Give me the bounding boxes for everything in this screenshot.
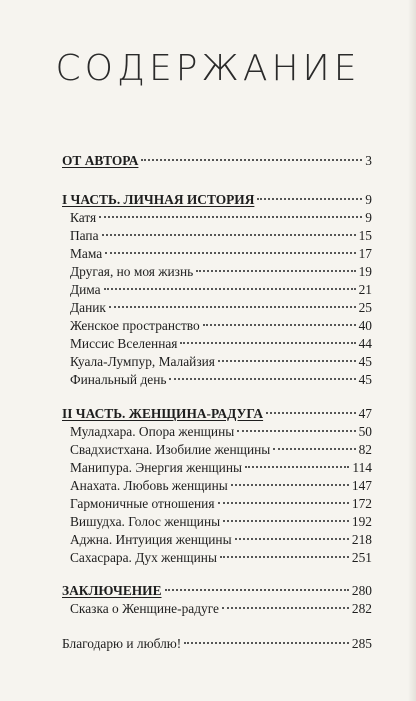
toc-entry-label: Вишудха. Голос женщины — [70, 514, 221, 529]
dot-leader — [222, 589, 349, 609]
toc-entry-page: 9 — [365, 210, 372, 225]
toc-entry[interactable] — [70, 364, 372, 387]
dot-leader — [104, 270, 356, 290]
dot-leader — [220, 538, 349, 558]
toc-entry-label: Гармоничные отношения — [70, 496, 215, 511]
dot-leader — [266, 394, 356, 414]
toc-entry-page: 25 — [358, 300, 372, 315]
dot-leader — [165, 571, 349, 591]
toc-entry-from-author[interactable] — [62, 145, 372, 168]
toc-entry-page: 251 — [351, 550, 372, 565]
dot-leader — [257, 180, 362, 200]
toc-entry-label: Женское пространство — [70, 318, 200, 333]
toc-entry-label: Папа — [70, 228, 99, 243]
dot-leader — [99, 198, 362, 218]
dot-leader — [235, 520, 349, 540]
toc-entry-page: 82 — [358, 442, 372, 457]
toc-entry-page: 147 — [351, 478, 372, 493]
toc-entry-label: Мама — [70, 246, 103, 261]
toc-entry-page: 3 — [365, 153, 372, 168]
toc-entry-label: Манипура. Энергия женщины — [70, 460, 243, 475]
toc-entry-page: 50 — [358, 424, 372, 439]
toc-entry-page: 47 — [358, 406, 372, 421]
toc-entry-label: ОТ АВТОРА — [62, 153, 139, 168]
toc-entry-page: 45 — [358, 354, 372, 369]
toc-entry-label: Дима — [70, 282, 101, 297]
toc-entry-label: Муладхара. Опора женщины — [70, 424, 235, 439]
toc-entry-label: Сахасрара. Дух женщины — [70, 550, 217, 565]
toc-entry-label: Финальный день — [70, 372, 167, 387]
toc-entry-label: Другая, но моя жизнь — [70, 264, 194, 279]
toc-entry-label: Анахата. Любовь женщины — [70, 478, 228, 493]
dot-leader — [184, 624, 349, 644]
toc-entry-page: 21 — [358, 282, 372, 297]
toc-entry-label: Катя — [70, 210, 97, 225]
toc-entry-page: 218 — [351, 532, 372, 547]
dot-leader — [223, 502, 349, 522]
toc-entry-page: 17 — [358, 246, 372, 261]
toc-entry-label: Свадхистхана. Изобилие женщины — [70, 442, 271, 457]
dot-leader — [218, 484, 349, 504]
toc-entry-page: 45 — [358, 372, 372, 387]
toc-entry-label: Благодарю и люблю! — [62, 636, 182, 651]
dot-leader — [218, 342, 356, 362]
dot-leader — [105, 234, 355, 254]
dot-leader — [102, 216, 356, 236]
dot-leader — [169, 360, 355, 380]
dot-leader — [109, 288, 356, 308]
toc-entry-page: 15 — [358, 228, 372, 243]
toc-entry-label: Даник — [70, 300, 106, 315]
dot-leader — [196, 252, 355, 272]
toc-entry-label: Миссис Вселенная — [70, 336, 178, 351]
toc-entry-page: 114 — [352, 460, 372, 475]
toc-entry-page: 285 — [351, 636, 372, 651]
toc-entry-page: 282 — [351, 601, 372, 616]
toc-entry[interactable] — [70, 593, 372, 616]
dot-leader — [273, 430, 355, 450]
toc-entry-page: 9 — [365, 192, 372, 207]
toc-entry-page: 172 — [351, 496, 372, 511]
toc-entry-label: I ЧАСТЬ. ЛИЧНАЯ ИСТОРИЯ — [62, 192, 255, 207]
toc-entry-page: 44 — [358, 336, 372, 351]
toc-entry-page: 280 — [351, 583, 372, 598]
page-title: СОДЕРЖАНИЕ — [55, 48, 361, 89]
toc-entry-page: 192 — [351, 514, 372, 529]
toc-entry[interactable] — [70, 542, 372, 565]
page-edge-shadow — [408, 0, 416, 701]
dot-leader — [231, 466, 349, 486]
toc-entry-page: 19 — [358, 264, 372, 279]
dot-leader — [180, 324, 355, 344]
toc-entry-label: Аджна. Интуиция женщины — [70, 532, 232, 547]
dot-leader — [237, 412, 355, 432]
dot-leader — [245, 448, 349, 468]
toc-entry-thanks[interactable] — [62, 628, 372, 651]
dot-leader — [203, 306, 356, 326]
dot-leader — [141, 141, 362, 161]
toc-entry-label: ЗАКЛЮЧЕНИЕ — [62, 583, 162, 598]
toc-entry-label: Куала-Лумпур, Малайзия — [70, 354, 215, 369]
toc-entry-label: II ЧАСТЬ. ЖЕНЩИНА-РАДУГА — [62, 406, 264, 421]
toc-entry-label: Сказка о Женщине-радуге — [70, 601, 219, 616]
toc-entry-page: 40 — [358, 318, 372, 333]
